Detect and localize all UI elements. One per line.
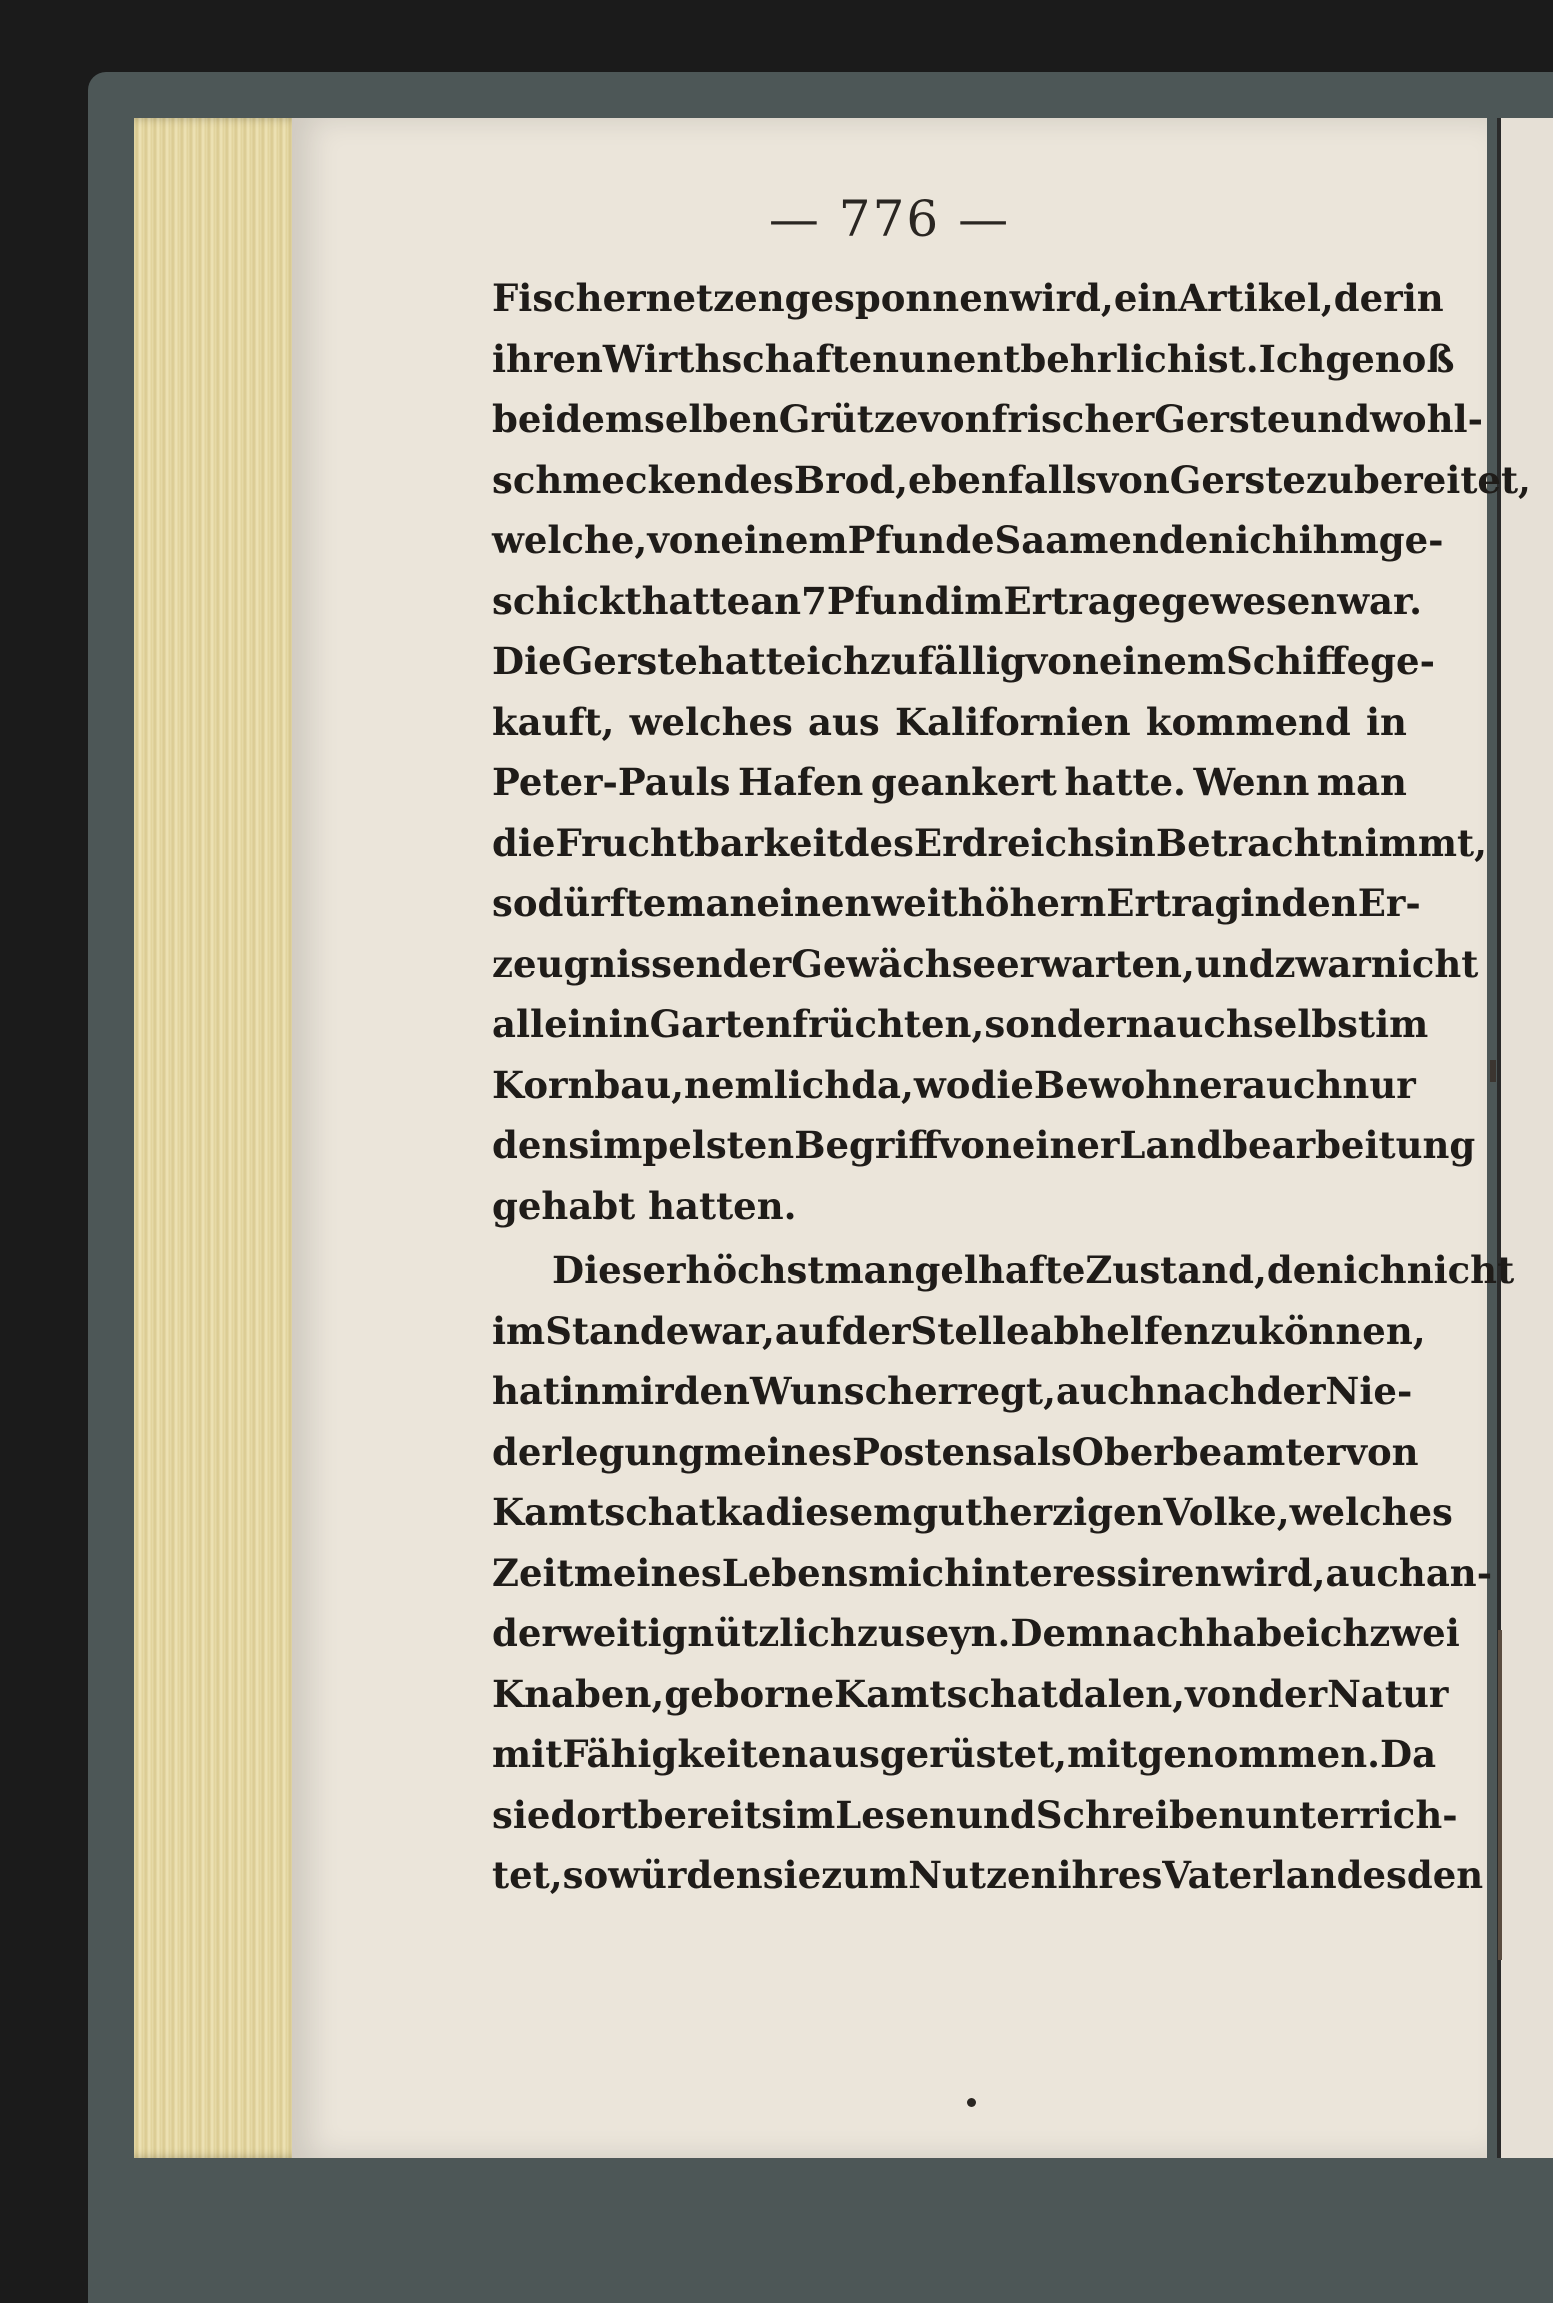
word: von [1096,457,1170,502]
word: Vaterlandes [1162,1853,1407,1897]
word: Hafen [738,760,864,804]
word: und [956,1792,1036,1837]
word: Schreiben [1035,1792,1246,1837]
text-line [492,1055,1416,1116]
word: weit [871,881,958,925]
word: sie [762,1853,822,1897]
word: im [782,1792,836,1837]
word: den [1158,518,1236,562]
word: allein [492,1002,609,1046]
word: Wirthschaften [602,336,900,381]
word: Zeit [492,1550,574,1595]
word: nach [1156,1369,1257,1413]
word: in [1365,699,1407,744]
page-mark [1490,1060,1496,1082]
word: demselben [555,397,779,441]
word: auch [1242,1062,1343,1107]
word: der [1333,276,1403,320]
word: seyn. [904,1611,1011,1655]
word: Gartenfrüchten, [649,1002,985,1046]
word: dürfte [537,881,667,925]
word: selbst [1252,1002,1376,1046]
word: schmeckendes [492,457,794,502]
word: aus [808,699,880,744]
word: den [492,1123,569,1167]
word: nützlich [687,1611,857,1655]
word: ich [1305,1611,1370,1655]
word: ist. [1193,336,1259,381]
word: Landbearbeitung [1119,1123,1476,1167]
word: geborne [664,1671,835,1716]
word: auch [1325,1550,1426,1595]
word: von [647,518,721,562]
word: so [562,1853,609,1897]
word: wird, [1009,276,1114,320]
word: meines [704,1429,853,1474]
word: man [1316,760,1407,804]
word: von [918,397,992,441]
word: Kalifornien [894,699,1131,744]
word: in [1114,820,1156,865]
text-line [492,1115,1476,1176]
text-line [492,873,1421,934]
word: Dieser [552,1248,686,1292]
word: in [608,1002,650,1046]
text-line [492,1422,1419,1483]
word: ihres [1057,1853,1163,1897]
word: Nutzen [908,1853,1058,1897]
word: unterrich- [1245,1792,1458,1837]
word: einem [720,518,848,562]
word: Kornbau, [492,1062,685,1107]
word: zubereitet, [1305,457,1531,502]
word: Fischernetzen [492,276,785,320]
word: bei [492,397,556,441]
facing-page-edge [1497,118,1553,2158]
word: Oberbeamter [1071,1429,1346,1474]
word: wo [913,1062,971,1107]
word: von [1345,1429,1419,1474]
word: den [1406,1853,1484,1897]
word: nicht [1406,1248,1515,1292]
word: Artikel, [1178,276,1334,320]
word: Gerste [1169,457,1306,502]
word: Grütze [778,397,919,441]
word: Volke, [1163,1490,1290,1534]
word: Gewächse [791,941,997,986]
text-line [492,1845,1484,1906]
word: und [1290,397,1371,441]
word: Er- [1357,881,1421,925]
word: Die [492,639,562,683]
word: 7 [801,578,827,623]
word: der [841,1308,911,1353]
word: als [1012,1429,1072,1474]
word: unentbehrlich [899,336,1194,381]
word: simpelsten [568,1123,795,1167]
word: einen [756,881,872,925]
word: interessiren [971,1550,1222,1595]
word: den [1266,1248,1344,1292]
word: würden [608,1853,763,1897]
word: mangelhafte [824,1248,1086,1292]
book-page [292,118,1531,2158]
text-line [492,1664,1449,1725]
word: zum [821,1853,909,1897]
word: habe [1205,1611,1306,1655]
word: Da [1379,1732,1437,1776]
text-line [492,268,1444,329]
text-line [492,510,1444,571]
word: höhern [957,881,1107,925]
word: Schiffe [1226,639,1371,683]
page-body [492,268,1531,1906]
word: geankert [870,760,1057,804]
text-line [492,813,1487,874]
spine-mark [1498,1630,1502,1960]
word: den [1281,881,1358,925]
word: abhelfen [1029,1308,1211,1353]
text-line [492,1603,1460,1664]
word: Pfund [826,578,951,623]
word: Lebens [721,1550,869,1595]
word: derweitig [492,1611,688,1655]
word: Kamtschatdalen, [834,1671,1186,1716]
word: man [666,881,757,925]
word: auch [1152,1002,1253,1046]
page-edges [134,118,304,2158]
ink-dot [967,2098,976,2107]
word: Ertrage [1003,578,1162,623]
word: zwar [1274,941,1371,986]
word: hatte [641,578,751,623]
word: da, [851,1062,914,1107]
word: zeugnissen [492,941,723,986]
word: ein [1113,276,1179,320]
word: des [843,820,914,865]
word: hatte [697,639,807,683]
word: ihren [492,336,603,381]
word: die [970,1062,1034,1107]
word: gutherzigen [912,1490,1164,1534]
word: Demnach [1010,1611,1206,1655]
word: kauft, [492,699,615,744]
word: gewesen [1161,578,1338,623]
word: dort [550,1792,638,1837]
word: derlegung [492,1429,705,1474]
word: in [559,1369,601,1413]
word: Postens [852,1429,1013,1474]
word: schickt [492,578,642,623]
text-line [492,1543,1493,1604]
text-line [492,1482,1453,1543]
word: der [1256,1369,1326,1413]
word: von [938,1123,1012,1167]
word: tet, [492,1853,563,1897]
word: im [950,578,1004,623]
word: mir [600,1369,674,1413]
word: Ich [1258,336,1326,381]
text-line [492,1240,1515,1301]
word: von [1025,639,1099,683]
word: Nie- [1325,1369,1413,1413]
word: Knaben, [492,1671,665,1716]
text-line [492,934,1479,995]
word: ausgerüstet, [808,1732,1068,1776]
word: von [1185,1671,1259,1716]
word: zu [1210,1308,1259,1353]
word: einer [1011,1123,1120,1167]
word: ebenfalls [908,457,1097,502]
word: in [1402,276,1444,320]
word: hat [492,1369,560,1413]
word: Gerste [561,639,698,683]
word: Wenn [1193,760,1310,804]
word: Pfunde [847,518,995,562]
word: sondern [984,1002,1153,1046]
word: einem [1098,639,1227,683]
word: Ertrag [1106,881,1241,925]
page-number: — 776 — [768,190,1011,248]
word: ich [1343,1248,1407,1292]
word: und [1194,941,1275,986]
word: ge- [1370,639,1435,683]
word: sie [492,1792,551,1837]
text-line [492,692,1407,753]
text-line [492,1785,1458,1846]
word: nemlich [684,1062,852,1107]
word: im [1375,1002,1429,1046]
word: zufällig [869,639,1026,683]
word: Saamen [994,518,1159,562]
word: an- [1425,1550,1493,1595]
word: der [1258,1671,1328,1716]
word: diesem [765,1490,913,1534]
word: so [492,881,538,925]
word: Betracht [1155,820,1338,865]
word: mitgenommen. [1067,1732,1380,1776]
word: Stelle [910,1308,1030,1353]
word: der [722,941,792,986]
word: in [1240,881,1282,925]
word: auch [1056,1369,1157,1413]
word: den [673,1369,750,1413]
word: ge- [1378,518,1444,562]
word: Stande [545,1308,690,1353]
word: bereits [637,1792,783,1837]
word: auf [774,1308,842,1353]
word: genoß [1325,336,1455,381]
word: mit [492,1732,563,1776]
word: erwarten, [996,941,1195,986]
word: ich [1235,518,1299,562]
word: können, [1258,1308,1426,1353]
word: welche, [492,518,648,562]
text-line [492,389,1483,450]
word: ich [806,639,870,683]
text-line: gehabt hatten. [492,1183,797,1228]
word: Brod, [793,457,909,502]
word: höchst [685,1248,825,1292]
word: wird, [1221,1550,1326,1595]
word: nicht [1370,941,1479,986]
word: hatte. [1064,760,1186,804]
word: Begriff [794,1123,939,1167]
word: meines [573,1550,722,1595]
word: mich [868,1550,972,1595]
word: ihm [1298,518,1379,562]
word: welches [1289,1490,1453,1534]
text-line [492,1361,1413,1422]
word: Zustand, [1085,1248,1267,1292]
word: Fruchtbarkeit [555,820,844,865]
text-line [492,571,1423,632]
word: zwei [1369,1611,1460,1655]
word: im [492,1308,546,1353]
word: nimmt, [1337,820,1487,865]
word: welches [629,699,793,744]
word: wohl- [1370,397,1483,441]
word: Kamtschatka [492,1490,766,1534]
word: frischer [991,397,1155,441]
word: Lesen [835,1792,957,1837]
text-line [492,329,1455,390]
word: kommend [1145,699,1351,744]
text-line [492,1301,1426,1362]
word: zu [856,1611,905,1655]
word: gesponnen [784,276,1010,320]
text-line [492,752,1407,813]
word: die [492,820,556,865]
word: war. [1337,578,1423,623]
word: Wunsch [749,1369,915,1413]
text-line [492,631,1435,692]
text-line [492,1724,1437,1785]
text-line [492,994,1429,1055]
word: Peter-Pauls [492,760,731,804]
word: Natur [1327,1671,1449,1716]
word: Gerste [1154,397,1291,441]
word: an [750,578,802,623]
word: Fähigkeiten [562,1732,809,1776]
word: erregt, [914,1369,1056,1413]
word: Bewohner [1033,1062,1243,1107]
word: nur [1342,1062,1416,1107]
word: Erdreichs [913,820,1115,865]
word: war, [689,1308,775,1353]
text-line [492,450,1531,511]
